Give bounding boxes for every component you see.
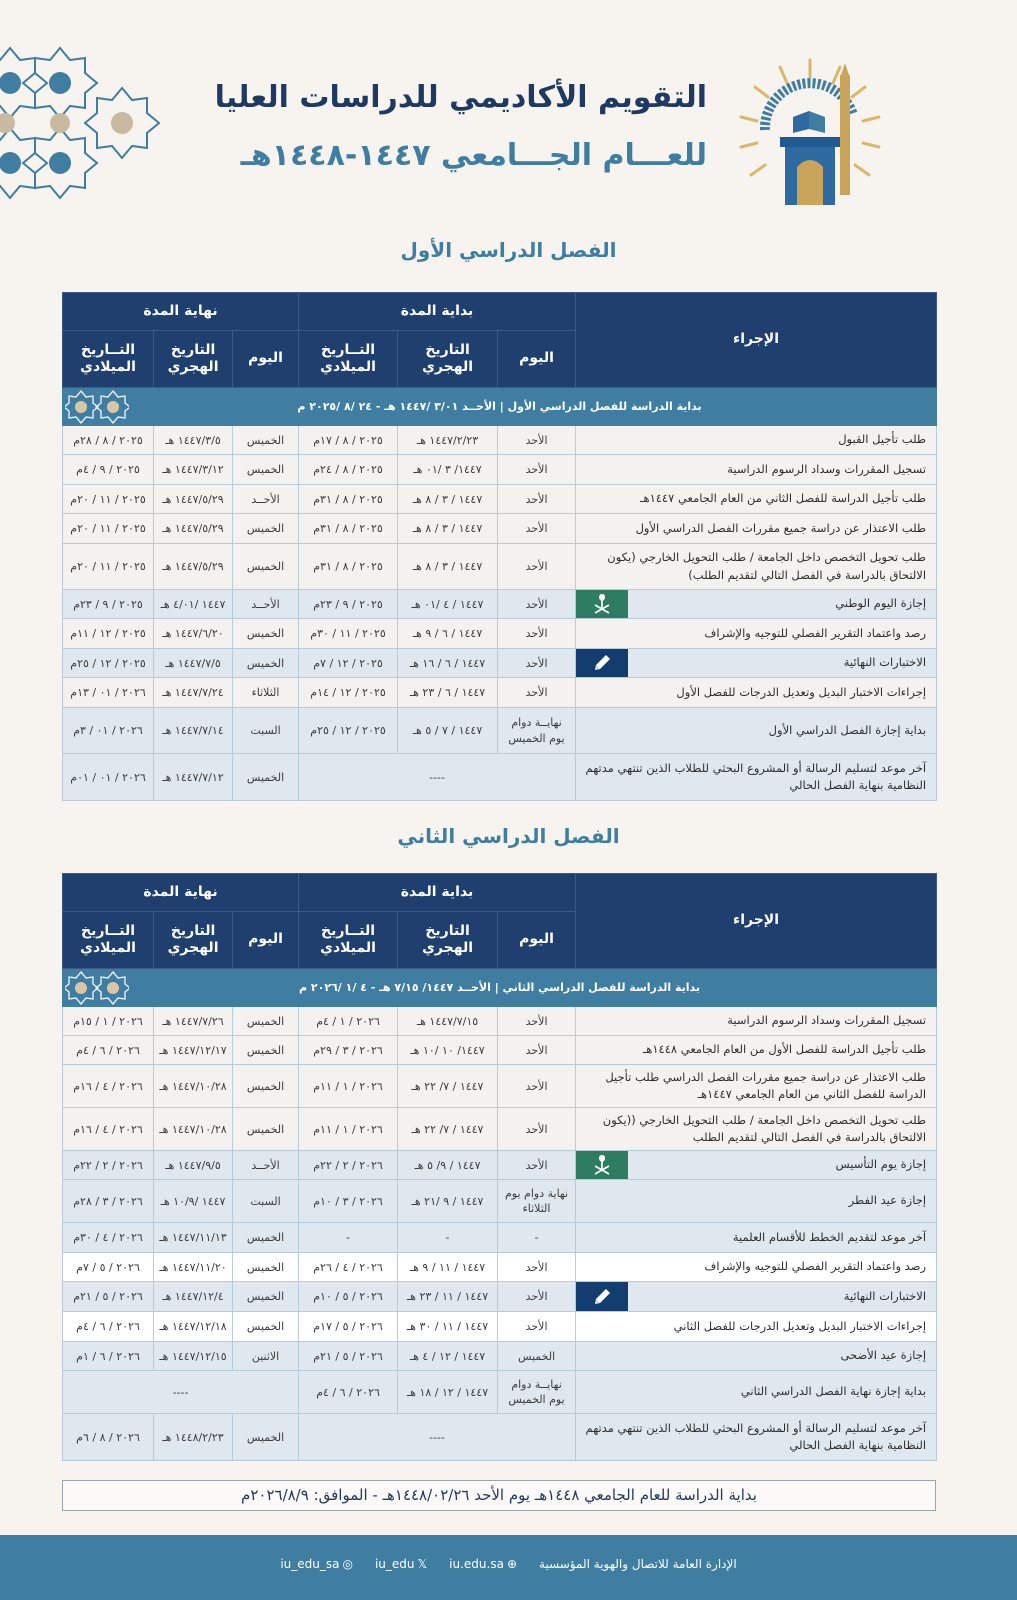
end-hijri-date: ١٤٤٧/٩/٥ هـ bbox=[154, 1151, 233, 1180]
start-hijri-date: - bbox=[398, 1223, 498, 1253]
end-day: الخميس bbox=[233, 1036, 299, 1065]
semester1-title: الفصل الدراسي الأول bbox=[400, 238, 617, 262]
start-gregorian-date: ٢٠٢٦ / ١ / ١١م bbox=[299, 1108, 398, 1151]
start-hijri-date: ١٤٤٧ / ٣ / ٨ هـ bbox=[398, 514, 498, 544]
start-period-empty: ---- bbox=[299, 1414, 576, 1461]
semester-start-banner-row bbox=[63, 969, 937, 1007]
start-day: الأحد bbox=[498, 1282, 576, 1312]
end-hijri-date: ١٤٤٧/١٢/١٨ هـ bbox=[154, 1312, 233, 1342]
end-hijri-date: ١٤٤٧/٧/٢٦ هـ bbox=[154, 1007, 233, 1036]
end-day: الأحــد bbox=[233, 1151, 299, 1180]
col-end-day-header: اليوم bbox=[233, 912, 299, 969]
end-hijri-date: ١٤٤٧ /٤/٠١ هـ bbox=[154, 590, 233, 619]
start-hijri-date: ١٤٤٧ / ٧/ ٢٢ هـ bbox=[398, 1065, 498, 1108]
action-cell bbox=[576, 1151, 937, 1180]
saudi-emblem-icon bbox=[576, 590, 628, 618]
col-start-group-header: بداية المدة bbox=[299, 293, 576, 331]
action-cell: تسجيل المقررات وسداد الرسوم الدراسية bbox=[576, 455, 937, 485]
start-day: الخميس bbox=[498, 1342, 576, 1371]
start-gregorian-date: ٢٠٢٥ / ٨ / ٢٤م bbox=[299, 455, 398, 485]
end-gregorian-date: ٢٠٢٥ / ٩ / ٤م bbox=[63, 455, 154, 485]
end-gregorian-date: ٢٠٢٦ / ٠١ / ٠١م bbox=[63, 754, 154, 801]
action-cell: إجازة عيد الفطر bbox=[576, 1180, 937, 1223]
end-hijri-date: ١٤٤٧/٦/٢٠ هـ bbox=[154, 619, 233, 649]
start-hijri-date: ١٤٤٧/ ٣ /٠١ هـ bbox=[398, 455, 498, 485]
start-hijri-date: ١٤٤٧/٢/٢٣ هـ bbox=[398, 426, 498, 455]
start-day: الأحد bbox=[498, 1151, 576, 1180]
pencil-icon bbox=[576, 649, 628, 677]
table-row bbox=[63, 678, 937, 708]
hijri-line2: الهجري bbox=[422, 940, 474, 956]
start-day: الأحد bbox=[498, 619, 576, 649]
hijri-line1: التاريخ bbox=[170, 341, 216, 358]
col-start-greg-header bbox=[299, 912, 398, 969]
next-year-start-notice: بداية الدراسة للعام الجامعي ١٤٤٨هـ يوم الأحد ١٤٤٨/٠٢/٢٦هـ - الموافق: ٢٠٢٦/٨/٩م bbox=[62, 1480, 936, 1511]
end-hijri-date: ١٤٤٧ /١٠/٩ هـ bbox=[154, 1180, 233, 1223]
end-hijri-date: ١٤٤٧/١٠/٢٨ هـ bbox=[154, 1108, 233, 1151]
action-cell: إجراءات الاختبار البديل وتعديل الدرجات للفصل الثاني bbox=[576, 1312, 937, 1342]
col-end-day-header: اليوم bbox=[233, 331, 299, 388]
start-hijri-date: ١٤٤٧/٧/١٥ هـ bbox=[398, 1007, 498, 1036]
greg-line1: التــاريخ bbox=[321, 922, 376, 939]
start-gregorian-date: ٢٠٢٥ / ١٢ / ٧م bbox=[299, 649, 398, 678]
end-day: السبت bbox=[233, 1180, 299, 1223]
action-cell: طلب الاعتذار عن دراسة جميع مقررات الفصل الدراسي الأول bbox=[576, 514, 937, 544]
action-text: إجازة يوم التأسيس bbox=[835, 1157, 927, 1172]
end-gregorian-date: ٢٠٢٦ / ١ / ١٥م bbox=[63, 1007, 154, 1036]
end-period-empty: ---- bbox=[63, 1371, 299, 1414]
end-day: الخميس bbox=[233, 1312, 299, 1342]
end-gregorian-date: ٢٠٢٦ / ٥ / ٧م bbox=[63, 1253, 154, 1282]
col-start-day-header: اليوم bbox=[498, 331, 576, 388]
footer-x-link[interactable] bbox=[375, 1557, 427, 1571]
start-gregorian-date: ٢٠٢٥ / ٩ / ٢٣م bbox=[299, 590, 398, 619]
action-cell: آخر موعد لتسليم الرسالة أو المشروع البحثي للطلاب الذين تنتهي مدتهم النظامية بنهاية الفصل الحالي bbox=[576, 754, 937, 801]
end-hijri-date: ١٤٤٧/٧/٥ هـ bbox=[154, 649, 233, 678]
instagram-icon: ◎ bbox=[342, 1556, 353, 1571]
end-gregorian-date: ٢٠٢٦ / ٤ / ٣٠م bbox=[63, 1223, 154, 1253]
col-start-greg-header bbox=[299, 331, 398, 388]
start-hijri-date: ١٤٤٧ / ١١ / ٣٠ هـ bbox=[398, 1312, 498, 1342]
table-row bbox=[63, 1223, 937, 1253]
footer-bar bbox=[0, 1535, 1017, 1600]
table-row bbox=[63, 514, 937, 544]
table-row bbox=[63, 455, 937, 485]
start-day: الأحد bbox=[498, 649, 576, 678]
action-cell bbox=[576, 1282, 937, 1312]
star-ornament-icon bbox=[65, 971, 129, 1005]
end-day: الخميس bbox=[233, 1007, 299, 1036]
end-day: الأحــد bbox=[233, 590, 299, 619]
action-cell: رصد واعتماد التقرير الفصلي للتوجيه والإشراف bbox=[576, 619, 937, 649]
banner-text: بداية الدراسة للفصل الدراسي الأول | الأحــد ٣/٠١ /١٤٤٧ هـ - ٢٤ /٨ /٢٠٢٥ م bbox=[297, 400, 702, 413]
col-end-hijri-header bbox=[154, 912, 233, 969]
table-row bbox=[63, 485, 937, 514]
end-day: الخميس bbox=[233, 754, 299, 801]
footer-website-link[interactable] bbox=[449, 1557, 517, 1571]
end-day: الخميس bbox=[233, 1282, 299, 1312]
greg-line2: الميلادي bbox=[320, 940, 376, 956]
start-gregorian-date: ٢٠٢٦ / ٣ / ١٠م bbox=[299, 1180, 398, 1223]
end-hijri-date: ١٤٤٧/١١/٢٠ هـ bbox=[154, 1253, 233, 1282]
start-gregorian-date: ٢٠٢٦ / ٦ / ٤م bbox=[299, 1371, 398, 1414]
end-day: الخميس bbox=[233, 1253, 299, 1282]
end-gregorian-date: ٢٠٢٦ / ٣ / ٢٨م bbox=[63, 1180, 154, 1223]
start-gregorian-date: ٢٠٢٦ / ٥ / ٢١م bbox=[299, 1342, 398, 1371]
action-cell: إجازة عيد الأضحى bbox=[576, 1342, 937, 1371]
end-gregorian-date: ٢٠٢٦ / ٦ / ١م bbox=[63, 1342, 154, 1371]
semester2-table bbox=[62, 873, 937, 1461]
end-hijri-date: ١٤٤٧/١٢/٤ هـ bbox=[154, 1282, 233, 1312]
table-row bbox=[63, 1065, 937, 1108]
action-cell bbox=[576, 649, 937, 678]
end-day: الخميس bbox=[233, 514, 299, 544]
end-hijri-date: ١٤٤٧/١٢/١٥ هـ bbox=[154, 1342, 233, 1371]
end-day: الخميس bbox=[233, 1108, 299, 1151]
table-row bbox=[63, 619, 937, 649]
start-gregorian-date: ٢٠٢٥ / ١١ / ٣٠م bbox=[299, 619, 398, 649]
end-day: الاثنين bbox=[233, 1342, 299, 1371]
end-day: الخميس bbox=[233, 455, 299, 485]
semester-start-banner-row bbox=[63, 388, 937, 426]
action-cell: تسجيل المقررات وسداد الرسوم الدراسية bbox=[576, 1007, 937, 1036]
action-cell bbox=[576, 590, 937, 619]
start-day: الأحد bbox=[498, 544, 576, 590]
start-day: الأحد bbox=[498, 590, 576, 619]
greg-line2: الميلادي bbox=[80, 940, 136, 956]
end-gregorian-date: ٢٠٢٦ / ٤ / ١٦م bbox=[63, 1065, 154, 1108]
globe-icon: ⊕ bbox=[506, 1556, 518, 1571]
start-hijri-date: ١٤٤٧ / ٣ / ٨ هـ bbox=[398, 544, 498, 590]
hijri-line2: الهجري bbox=[167, 359, 219, 375]
university-logo bbox=[735, 55, 885, 210]
end-hijri-date: ١٤٤٧/١٠/٢٨ هـ bbox=[154, 1065, 233, 1108]
end-gregorian-date: ٢٠٢٦ / ٠١ / ١٣م bbox=[63, 678, 154, 708]
table-row bbox=[63, 590, 937, 619]
table-row bbox=[63, 649, 937, 678]
start-gregorian-date: ٢٠٢٦ / ١ / ٤م bbox=[299, 1007, 398, 1036]
col-action-header: الإجراء bbox=[576, 874, 937, 969]
col-start-hijri-header bbox=[398, 331, 498, 388]
start-hijri-date: ١٤٤٧ / ٧/ ٢٢ هـ bbox=[398, 1108, 498, 1151]
col-start-hijri-header bbox=[398, 912, 498, 969]
start-hijri-date: ١٤٤٧/ ١٠ /١٠ هـ bbox=[398, 1036, 498, 1065]
end-day: الثلاثاء bbox=[233, 678, 299, 708]
table-row bbox=[63, 1180, 937, 1223]
table-row bbox=[63, 1342, 937, 1371]
instagram-handle-text: iu_edu_sa bbox=[280, 1556, 340, 1571]
end-hijri-date: ١٤٤٧/٥/٢٩ هـ bbox=[154, 485, 233, 514]
end-day: الخميس bbox=[233, 1414, 299, 1461]
start-gregorian-date: ٢٠٢٥ / ٨ / ٣١م bbox=[299, 514, 398, 544]
start-hijri-date: ١٤٤٧ / ٤ /٠١ هـ bbox=[398, 590, 498, 619]
greg-line1: التــاريخ bbox=[81, 922, 136, 939]
start-day: الأحد bbox=[498, 1108, 576, 1151]
start-gregorian-date: ٢٠٢٥ / ٨ / ٣١م bbox=[299, 485, 398, 514]
start-hijri-date: ١٤٤٧ / ١٢ / ١٨ هـ bbox=[398, 1371, 498, 1414]
action-cell: بداية إجازة نهاية الفصل الدراسي الثاني bbox=[576, 1371, 937, 1414]
x-icon: 𝕏 bbox=[417, 1556, 428, 1571]
semester-start-banner bbox=[63, 969, 937, 1007]
start-day: نهاية دوام يوم الثلاثاء bbox=[498, 1180, 576, 1223]
col-start-group-header: بداية المدة bbox=[299, 874, 576, 912]
star-ornament-icon bbox=[65, 390, 129, 424]
end-gregorian-date: ٢٠٢٥ / ١١ / ٢٠م bbox=[63, 485, 154, 514]
end-gregorian-date: ٢٠٢٥ / ١٢ / ١١م bbox=[63, 619, 154, 649]
end-gregorian-date: ٢٠٢٥ / ٨ / ٢٨م bbox=[63, 426, 154, 455]
end-day: الخميس bbox=[233, 426, 299, 455]
action-cell: طلب تأجيل الدراسة للفصل الأول من العام الجامعي ١٤٤٨هـ bbox=[576, 1036, 937, 1065]
end-hijri-date: ١٤٤٨/٢/٢٣ هـ bbox=[154, 1414, 233, 1461]
end-day: الأحــد bbox=[233, 485, 299, 514]
x-handle-text: iu_edu bbox=[374, 1556, 415, 1571]
semester2-title: الفصل الدراسي الثاني bbox=[397, 824, 620, 848]
start-gregorian-date: ٢٠٢٥ / ٨ / ١٧م bbox=[299, 426, 398, 455]
start-gregorian-date: ٢٠٢٦ / ٥ / ١٧م bbox=[299, 1312, 398, 1342]
table-row bbox=[63, 1282, 937, 1312]
end-day: الخميس bbox=[233, 1065, 299, 1108]
start-gregorian-date: ٢٠٢٥ / ٨ / ٣١م bbox=[299, 544, 398, 590]
semester1-table bbox=[62, 292, 937, 801]
action-cell: إجراءات الاختبار البديل وتعديل الدرجات للفصل الأول bbox=[576, 678, 937, 708]
end-hijri-date: ١٤٤٧/١١/١٣ هـ bbox=[154, 1223, 233, 1253]
start-hijri-date: ١٤٤٧ / ٩/ ٥ هـ bbox=[398, 1151, 498, 1180]
start-gregorian-date: ٢٠٢٦ / ١ / ١١م bbox=[299, 1065, 398, 1108]
end-day: الخميس bbox=[233, 1223, 299, 1253]
end-gregorian-date: ٢٠٢٦ / ٦ / ٤م bbox=[63, 1312, 154, 1342]
table-row bbox=[63, 1151, 937, 1180]
start-day: الأحد bbox=[498, 1253, 576, 1282]
end-day: الخميس bbox=[233, 649, 299, 678]
start-gregorian-date: ٢٠٢٦ / ٢ / ٢٢م bbox=[299, 1151, 398, 1180]
action-cell: طلب تأجيل الدراسة للفصل الثاني من العام الجامعي ١٤٤٧هـ bbox=[576, 485, 937, 514]
table-row bbox=[63, 1108, 937, 1151]
start-gregorian-date: ٢٠٢٥ / ١٢ / ٢٥م bbox=[299, 708, 398, 754]
start-gregorian-date: ٢٠٢٦ / ٣ / ٢٩م bbox=[299, 1036, 398, 1065]
start-day: الأحد bbox=[498, 485, 576, 514]
col-end-group-header: نهاية المدة bbox=[63, 874, 299, 912]
end-hijri-date: ١٤٤٧/٧/١٢ هـ bbox=[154, 754, 233, 801]
action-cell: طلب تأجيل القبول bbox=[576, 426, 937, 455]
end-day: الخميس bbox=[233, 544, 299, 590]
hijri-line1: التاريخ bbox=[425, 922, 470, 939]
col-end-greg-header bbox=[63, 331, 154, 388]
saudi-emblem-icon bbox=[576, 1151, 628, 1179]
start-hijri-date: ١٤٤٧ / ١٢ / ٤ هـ bbox=[398, 1342, 498, 1371]
table-row bbox=[63, 544, 937, 590]
end-gregorian-date: ٢٠٢٦ / ٠١ / ٣م bbox=[63, 708, 154, 754]
table-row bbox=[63, 426, 937, 455]
action-cell: طلب تحويل التخصص داخل الجامعة / طلب التحويل الخارجي ((يكون الالتحاق بالدراسة في الفصل التالي لتقديم الطلب bbox=[576, 1108, 937, 1151]
end-hijri-date: ١٤٤٧/٧/٢٤ هـ bbox=[154, 678, 233, 708]
end-hijri-date: ١٤٤٧/١٢/١٧ هـ bbox=[154, 1036, 233, 1065]
start-gregorian-date: ٢٠٢٥ / ١٢ / ١٤م bbox=[299, 678, 398, 708]
pencil-icon bbox=[576, 1282, 628, 1311]
start-hijri-date: ١٤٤٧ / ٦ / ١٦ هـ bbox=[398, 649, 498, 678]
table-row bbox=[63, 708, 937, 754]
table-row bbox=[63, 1312, 937, 1342]
start-day: الأحد bbox=[498, 1065, 576, 1108]
action-cell: بداية إجازة الفصل الدراسي الأول bbox=[576, 708, 937, 754]
start-period-empty: ---- bbox=[299, 754, 576, 801]
start-hijri-date: ١٤٤٧ / ٦ / ٩ هـ bbox=[398, 619, 498, 649]
start-day: الأحد bbox=[498, 1007, 576, 1036]
table-row bbox=[63, 1007, 937, 1036]
greg-line2: الميلادي bbox=[80, 359, 136, 375]
start-hijri-date: ١٤٤٧ / ٦ / ٢٣ هـ bbox=[398, 678, 498, 708]
end-hijri-date: ١٤٤٧/٧/١٤ هـ bbox=[154, 708, 233, 754]
greg-line1: التــاريخ bbox=[321, 341, 376, 358]
academic-year-subtitle: للعـــام الجـــامعي ١٤٤٧-١٤٤٨هـ bbox=[240, 138, 707, 173]
end-gregorian-date: ٢٠٢٦ / ٥ / ٢١م bbox=[63, 1282, 154, 1312]
start-hijri-date: ١٤٤٧ / ١١ / ٢٣ هـ bbox=[398, 1282, 498, 1312]
action-text: الاختبارات النهائية bbox=[843, 1288, 927, 1303]
start-gregorian-date: ٢٠٢٦ / ٥ / ١٠م bbox=[299, 1282, 398, 1312]
footer-instagram-link[interactable] bbox=[280, 1557, 353, 1571]
end-day: الخميس bbox=[233, 619, 299, 649]
start-hijri-date: ١٤٤٧ / ٩ /٢١ هـ bbox=[398, 1180, 498, 1223]
start-day: الأحد bbox=[498, 455, 576, 485]
start-day: نهايــة دوام يوم الخميس bbox=[498, 708, 576, 754]
start-gregorian-date: - bbox=[299, 1223, 398, 1253]
end-gregorian-date: ٢٠٢٦ / ٨ / ٦م bbox=[63, 1414, 154, 1461]
table-row bbox=[63, 1253, 937, 1282]
hijri-line2: الهجري bbox=[167, 940, 219, 956]
start-day: الأحد bbox=[498, 514, 576, 544]
start-hijri-date: ١٤٤٧ / ١١ / ٩ هـ bbox=[398, 1253, 498, 1282]
greg-line1: التــاريخ bbox=[81, 341, 136, 358]
col-end-group-header: نهاية المدة bbox=[63, 293, 299, 331]
end-gregorian-date: ٢٠٢٦ / ٢ / ٢٢م bbox=[63, 1151, 154, 1180]
action-cell: آخر موعد لتسليم الرسالة أو المشروع البحثي للطلاب الذين تنتهي مدتهم النظامية بنهاية الفصل الحالي bbox=[576, 1414, 937, 1461]
col-end-hijri-header bbox=[154, 331, 233, 388]
action-text: الاختبارات النهائية bbox=[843, 655, 927, 670]
action-cell: رصد واعتماد التقرير الفصلي للتوجيه والإشراف bbox=[576, 1253, 937, 1282]
col-start-day-header: اليوم bbox=[498, 912, 576, 969]
hijri-line1: التاريخ bbox=[170, 922, 216, 939]
end-gregorian-date: ٢٠٢٦ / ٤ / ١٦م bbox=[63, 1108, 154, 1151]
start-day: الأحد bbox=[498, 678, 576, 708]
col-action-header: الإجراء bbox=[576, 293, 937, 388]
end-hijri-date: ١٤٤٧/٥/٢٩ هـ bbox=[154, 514, 233, 544]
start-hijri-date: ١٤٤٧ / ٧ / ٥ هـ bbox=[398, 708, 498, 754]
table-row bbox=[63, 1371, 937, 1414]
decorative-star-pattern bbox=[0, 40, 160, 225]
action-text: إجازة اليوم الوطني bbox=[835, 596, 927, 611]
hijri-line1: التاريخ bbox=[425, 341, 470, 358]
start-day: الأحد bbox=[498, 426, 576, 455]
end-hijri-date: ١٤٤٧/٣/٥ هـ bbox=[154, 426, 233, 455]
end-gregorian-date: ٢٠٢٥ / ١١ / ٢٠م bbox=[63, 544, 154, 590]
website-text: iu.edu.sa bbox=[449, 1556, 504, 1571]
table-row bbox=[63, 754, 937, 801]
end-gregorian-date: ٢٠٢٥ / ٩ / ٢٣م bbox=[63, 590, 154, 619]
page-title: التقويم الأكاديمي للدراسات العليا bbox=[214, 80, 707, 115]
end-hijri-date: ١٤٤٧/٣/١٢ هـ bbox=[154, 455, 233, 485]
end-hijri-date: ١٤٤٧/٥/٢٩ هـ bbox=[154, 544, 233, 590]
start-day: نهايــة دوام يوم الخميس bbox=[498, 1371, 576, 1414]
action-cell: طلب الاعتذار عن دراسة جميع مقررات الفصل الدراسي طلب تأجيل الدراسة للفصل الثاني من العام الجامعي ١٤٤٧هـ bbox=[576, 1065, 937, 1108]
end-gregorian-date: ٢٠٢٥ / ١١ / ٢٠م bbox=[63, 514, 154, 544]
greg-line2: الميلادي bbox=[320, 359, 376, 375]
banner-text: بداية الدراسة للفصل الدراسي الثاني | الأحــد ١٤٤٧/ ٧/١٥ هـ - ٤ /١ /٢٠٢٦ م bbox=[299, 981, 701, 994]
table-row bbox=[63, 1414, 937, 1461]
start-gregorian-date: ٢٠٢٦ / ٤ / ٢٦م bbox=[299, 1253, 398, 1282]
hijri-line2: الهجري bbox=[422, 359, 474, 375]
semester-start-banner bbox=[63, 388, 937, 426]
footer-department: الإدارة العامة للاتصال والهوية المؤسسية bbox=[539, 1556, 737, 1571]
action-cell: طلب تحويل التخصص داخل الجامعة / طلب التحويل الخارجي (يكون الالتحاق بالدراسة في الفصل التالي لتقديم الطلب) bbox=[576, 544, 937, 590]
end-gregorian-date: ٢٠٢٥ / ١٢ / ٢٥م bbox=[63, 649, 154, 678]
col-end-greg-header bbox=[63, 912, 154, 969]
end-day: السبت bbox=[233, 708, 299, 754]
start-hijri-date: ١٤٤٧ / ٣ / ٨ هـ bbox=[398, 485, 498, 514]
table-row bbox=[63, 1036, 937, 1065]
end-gregorian-date: ٢٠٢٦ / ٦ / ٤م bbox=[63, 1036, 154, 1065]
start-day: - bbox=[498, 1223, 576, 1253]
start-day: الأحد bbox=[498, 1312, 576, 1342]
start-day: الأحد bbox=[498, 1036, 576, 1065]
action-cell: آخر موعد لتقديم الخطط للأقسام العلمية bbox=[576, 1223, 937, 1253]
